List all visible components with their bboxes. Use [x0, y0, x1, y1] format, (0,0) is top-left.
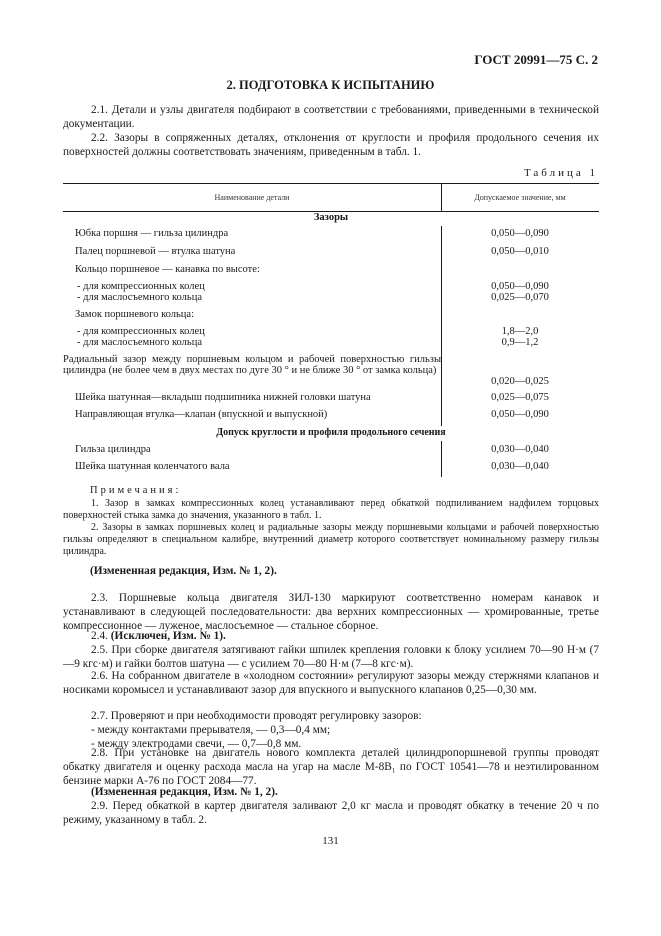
table-row-name: Гильза цилиндра: [75, 444, 151, 455]
paragraph-2-6: 2.6. На собранном двигателе в «холодном состоянии» регулируют зазоры между стержнями клапанов и носиками коромысел и устанавливают зазор для впускного и выпускного клапанов 0,25—0,30 мм.: [63, 670, 599, 696]
note-2: 2. Зазоры в замках поршневых колец и радиальные зазоры между поршневыми кольцами и рабочей поверхностью гильзы определяют в специальном калибре, внутренний диаметр которого соответствует номинальному размеру гильзы цилиндра.: [63, 522, 599, 557]
table-row-name: Радиальный зазор между поршневым кольцом и рабочей поверхностью гильзы цилиндра (не более чем в двух местах по дуге 30 ° и не ближе 30 ° от замка кольца): [63, 354, 441, 376]
paragraph-number: 2.4.: [91, 630, 108, 642]
table-row-name: Направляющая втулка—клапан (впускной и выпускной): [75, 409, 328, 420]
table-row-value: 0,025—0,070: [491, 292, 549, 303]
table-caption: Таблица 1: [523, 167, 598, 179]
page-number: 131: [322, 835, 339, 847]
table-row-value: 1,8—2,0: [501, 326, 539, 337]
paragraph-2-7: 2.7. Проверяют и при необходимости проводят регулировку зазоров:: [91, 710, 422, 722]
table-row-name: Шейка шатунная коленчатого вала: [75, 461, 230, 472]
paragraph-2-8: 2.8. При установке на двигатель нового комплекта деталей цилиндропоршневой группы проводят обкатку двигателя и оценку расхода масла на угар на масле М-8В₁ по ГОСТ 10541—78 и неэтилированном бензине марки А-76 по ГОСТ 2084—77.: [63, 747, 599, 787]
table-row-name: - для маслосъемного кольца: [77, 292, 202, 303]
document-header: ГОСТ 20991—75 С. 2: [474, 52, 598, 67]
table-row-value: 0,030—0,040: [491, 461, 549, 472]
table-row-name: Палец поршневой — втулка шатуна: [75, 246, 236, 257]
table-row-value: 0,020—0,025: [491, 376, 549, 387]
table-row-value: 0,050—0,090: [491, 409, 549, 420]
column-header-name: Наименование детали: [214, 193, 290, 202]
paragraph-2-4: [91, 629, 591, 643]
paragraph-2-2: 2.2. Зазоры в сопряженных деталях, отклонения от круглости и профиля продольного сечения их поверхностей должны соответствовать значениям, приведенным в табл. 1.: [63, 132, 599, 158]
section-row-roundness: Допуск круглости и профиля продольного сечения: [216, 427, 446, 438]
table-row-name: Замок поршневого кольца:: [75, 309, 194, 320]
table-row-value: 0,030—0,040: [491, 444, 549, 455]
table-row-value: 0,025—0,075: [491, 392, 549, 403]
paragraph-2-3: 2.3. Поршневые кольца двигателя ЗИЛ-130 маркируют соответственно номерам канавок и устанавливают в следующей последовательности: два верхних компрессионных — хромированные, третье компрессионное — луженое, маслосъемное — стальное сборное.: [63, 592, 599, 632]
paragraph-2-7-b: - между электродами свечи, — 0,7—0,8 мм.: [91, 738, 302, 750]
excluded-note: (Исключен, Изм. № 1).: [110, 630, 226, 642]
table-1: [63, 183, 599, 478]
paragraph-2-9: 2.9. Перед обкаткой в картер двигателя заливают 2,0 кг масла и проводят обкатку в течение 20 ч по режиму, указанному в табл. 2.: [63, 800, 599, 826]
table-row-name: Шейка шатунная—вкладыш подшипника нижней головки шатуна: [75, 392, 371, 403]
table-row-name: - для компрессионных колец: [77, 281, 205, 292]
table-row-name: - для компрессионных колец: [77, 326, 205, 337]
section-row-gaps: Зазоры: [313, 212, 349, 223]
revision-note-1: (Измененная редакция, Изм. № 1, 2).: [90, 565, 277, 577]
table-row-name: Кольцо поршневое — канавка по высоте:: [75, 264, 260, 275]
table-row-value: 0,050—0,010: [491, 246, 549, 257]
table-row-name: - для маслосъемного кольца: [77, 337, 202, 348]
paragraph-2-7-a: - между контактами прерывателя, — 0,3—0,4 мм;: [91, 724, 331, 736]
paragraph-2-5: 2.5. При сборке двигателя затягивают гайки шпилек крепления головки к блоку усилием 70—90 Н·м (7—9 кгс·м) и гайки болтов шатуна — с усилием 70—80 Н·м (7—8 кгс·м).: [63, 644, 599, 670]
note-1: 1. Зазор в замках компрессионных колец устанавливают перед обкаткой подпиливанием надфилем торцовых поверхностей стыка замка до значения, указанного в табл. 1.: [63, 498, 599, 521]
table-row-value: 0,050—0,090: [491, 228, 549, 239]
table-top-rule: [63, 183, 599, 184]
paragraph-2-1: 2.1. Детали и узлы двигателя подбирают в соответствии с требованиями, приведенными в технической документации.: [63, 104, 599, 130]
table-row-value: 0,9—1,2: [501, 337, 539, 348]
table-row-value: 0,050—0,090: [491, 281, 549, 292]
notes-title: Примечания:: [90, 485, 182, 496]
section-title: 2. ПОДГОТОВКА К ИСПЫТАНИЮ: [226, 78, 435, 92]
table-row-name: Юбка поршня — гильза цилиндра: [75, 228, 229, 239]
revision-note-2: (Измененная редакция, Изм. № 1, 2).: [91, 786, 278, 798]
column-header-value: Допускаемое значение, мм: [474, 193, 566, 202]
